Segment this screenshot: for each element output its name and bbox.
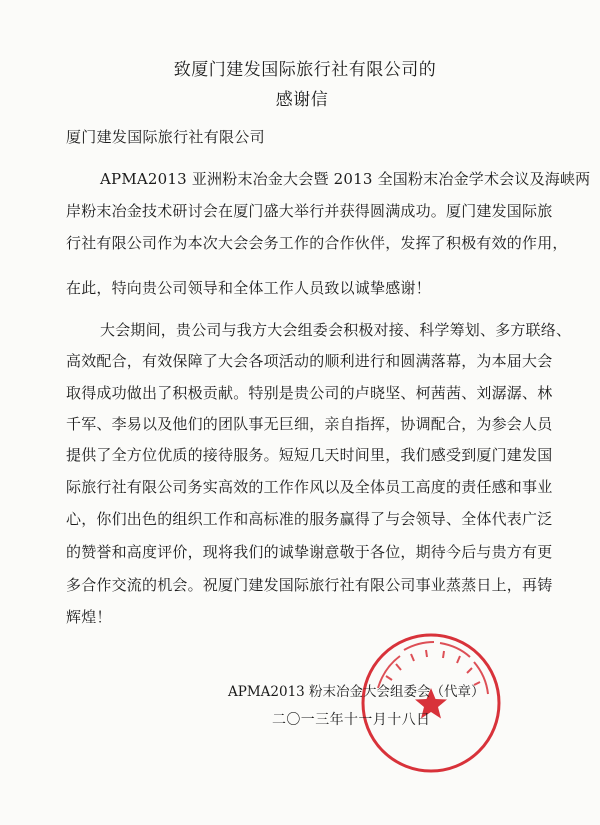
- body-line: 多合作交流的机会。祝厦门建发国际旅行社有限公司事业蒸蒸日上，再铸: [66, 576, 553, 594]
- body-line: 高效配合，有效保障了大会各项活动的顺利进行和圆满落幕，为本届大会: [66, 352, 553, 370]
- official-seal: [356, 628, 506, 778]
- body-line: 心，你们出色的组织工作和高标准的服务赢得了与会领导、全体代表广泛: [66, 510, 553, 528]
- letter-title-line2: 感谢信: [275, 90, 329, 110]
- body-line: APMA2013 亚洲粉末冶金大会暨 2013 全国粉末冶金学术会议及海峡两: [100, 170, 591, 188]
- body-line: 千军、李易以及他们的团队事无巨细，亲自指挥，协调配合，为参会人员: [66, 415, 553, 433]
- body-line: 岸粉末冶金技术研讨会在厦门盛大举行并获得圆满成功。厦门建发国际旅: [66, 202, 553, 220]
- salutation: 厦门建发国际旅行社有限公司: [66, 128, 265, 146]
- signature-date: 二〇一三年十一月十八日: [272, 712, 431, 728]
- body-line: 取得成功做出了积极贡献。特别是贵公司的卢晓坚、柯茜茜、刘潺潺、林: [66, 384, 553, 402]
- body-line: 大会期间，贵公司与我方大会组委会积极对接、科学筹划、多方联络、: [100, 321, 572, 339]
- body-line: 际旅行社有限公司务实高效的工作作风以及全体员工高度的责任感和事业: [66, 478, 553, 496]
- body-line: 辉煌！: [66, 608, 112, 626]
- signature-organization: APMA2013 粉末冶金大会组委会（代章）: [228, 684, 485, 700]
- body-line: 的赞誉和高度评价，现将我们的诚挚谢意敬于各位，期待今后与贵方有更: [66, 543, 553, 561]
- letter-title-line1: 致厦门建发国际旅行社有限公司的: [173, 60, 437, 80]
- body-line: 行社有限公司作为本次大会会务工作的合作伙伴，发挥了积极有效的作用，: [66, 234, 568, 252]
- body-line: 在此，特向贵公司领导和全体工作人员致以诚挚感谢！: [66, 279, 431, 297]
- body-line: 提供了全方位优质的接待服务。短短几天时间里，我们感受到厦门建发国: [66, 446, 553, 464]
